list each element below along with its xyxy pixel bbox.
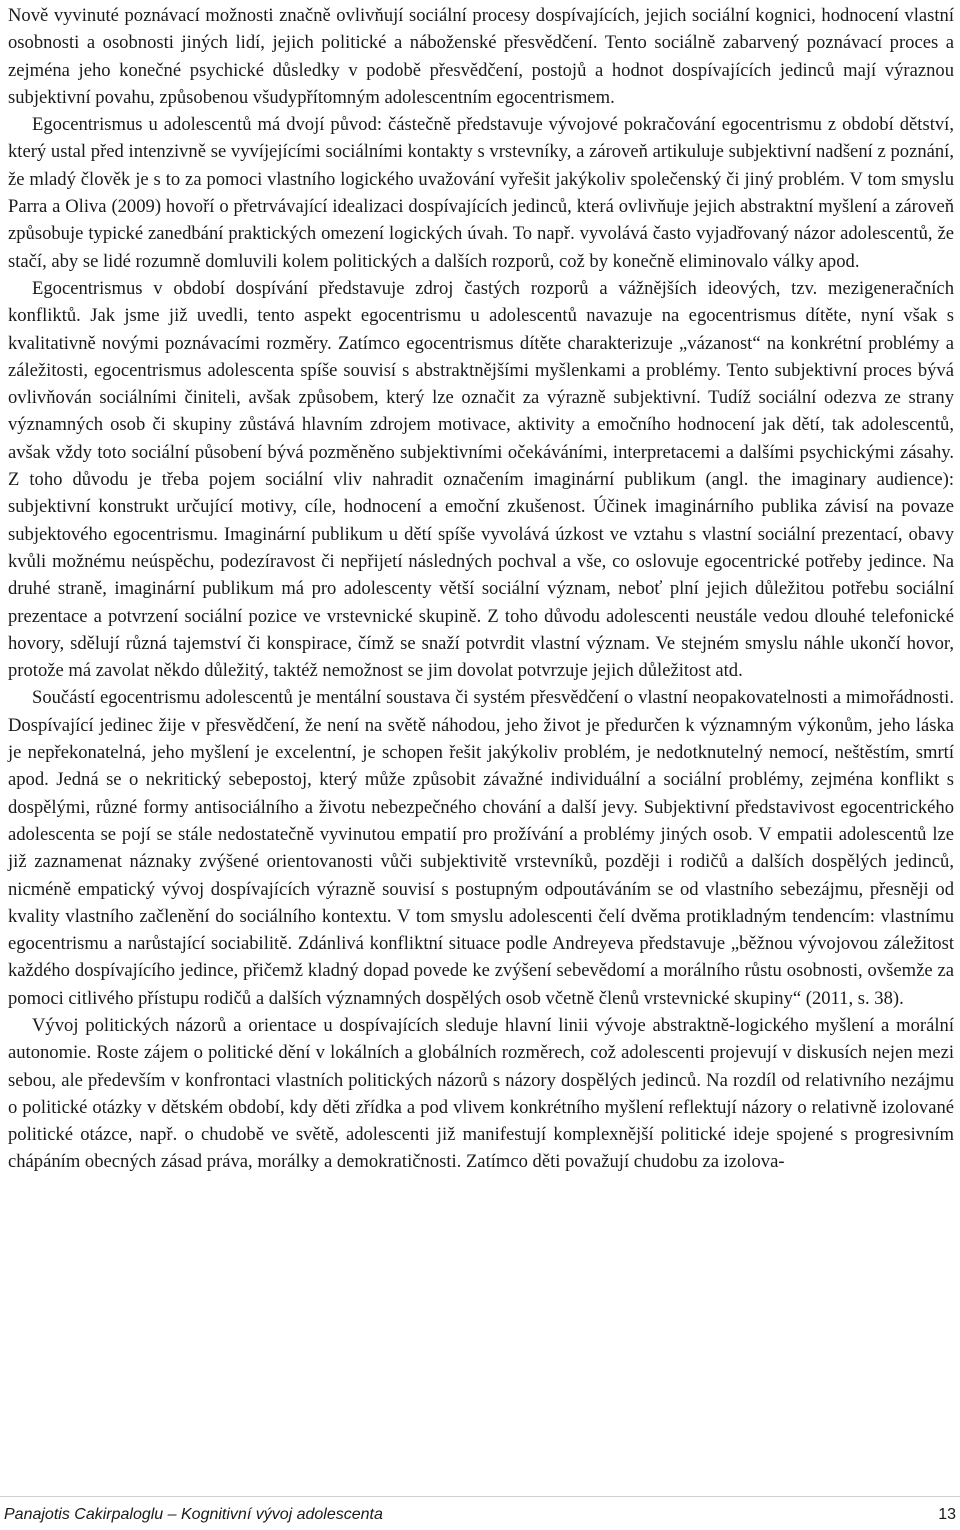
paragraph-4: Součástí egocentrismu adolescentů je mentální soustava či systém přesvědčení o vlastní neopakovatelnosti a mimořádnosti. Dospívající jedinec žije v přesvědčení, že není na světě náhodou, jeho život je předurčen k významným výkonům, jeho láska je nepřekonatelná, jeho myšlení je excelentní, je schopen řešit jakýkoliv problém, je nedotknutelný nemocí, neštěstím, smrtí apod. Jedná se o nekritický sebepostoj, který může způsobit závažné individuální a sociální problémy, zejména konflikt s dospělými, různé formy antisociálního a životu nebezpečného chování a další jevy. Subjektivní představivost egocentrického adolescenta se pojí se stále nedostatečně vyvinutou empatií pro prožívání a problémy jiných osob. V empatii adolescentů lze již zaznamenat náznaky zvýšené orientovanosti vůči subjektivitě vrstevníků, později i rodičů a dalších dospělých jedinců, nicméně empatický vývoj dospívajících výrazně souvisí s postupným odpoutáváním se od vlastního sebezájmu, přesněji od kvality vlastního začlenění do sociálního kontextu. V tom smyslu adolescenti čelí dvěma protikladným tendencím: vlastnímu egocentrismu a narůstající sociabilitě. Zdánlivá konfliktní situace podle Andreyeva představuje „běžnou vývojovou záležitost každého dospívajícího jedince, přičemž kladný dopad povede ke zvýšení sebevědomí a morálního růstu osobnosti, ovšemže za pomoci citlivého přístupu rodičů a dalších významných dospělých osob včetně členů vrstevnické skupiny“ (2011, s. 38).: [8, 687, 954, 1009]
page-body: [8, 2, 954, 1176]
paragraph-3: Egocentrismus v období dospívání představuje zdroj častých rozporů a vážnějších ideových, tzv. mezigeneračních konfliktů. Jak jsme již uvedli, tento aspekt egocentrismu u adolescentů navazuje na egocentrismus dítěte, nyní však s kvalitativně novými poznávacími rozměry. Zatímco egocentrismus dítěte charakterizuje „vázanost“ na konkrétní problémy a záležitosti, egocentrismus adolescenta spíše souvisí s abstraktnějšími myšlenkami a problémy. Tento subjektivní proces bývá ovlivňován sociálními činiteli, avšak způsobem, který lze označit za výrazně subjektivní. Tudíž sociální odezva ze strany významných osob či skupiny zůstává hlavním zdrojem motivace, aktivity a emočního hodnocení jak dětí, tak adolescentů, avšak vždy toto sociální působení bývá pozměněno subjektivními očekáváními, interpretacemi a dalšími psychickými zásahy. Z toho důvodu je třeba pojem sociální vliv nahradit označením imaginární publikum (angl. the imaginary audience): subjektivní konstrukt určující motivy, cíle, hodnocení a emoční zkušenost. Účinek imaginárního publika závisí na povaze subjektového egocentrismu. Imaginární publikum u dětí spíše vyvolává úzkost ve vztahu s vlastní sociální prezentací, obavy kvůli možnému neúspěchu, podezíravost či nepřijetí následných pochval a vše, co oslovuje egocentrické potřeby jedince. Na druhé straně, imaginární publikum má pro adolescenty větší sociální význam, neboť plní jejich důležitou potřebu sociální prezentace a potvrzení sociální pozice ve vrstevnické skupině. Z toho důvodu adolescenti neustále vedou dlouhé telefonické hovory, sdělují různá tajemství či konspirace, čímž se snaží potvrdit vlastní význam. Ve stejném smyslu náhle ukončí hovor, protože má zavolat někdo důležitý, taktéž nemožnost se jim dovolat potvrzuje jejich důležitost atd.: [8, 277, 954, 682]
running-title: Panajotis Cakirpaloglu – Kognitivní vývoj adolescenta: [4, 1506, 383, 1523]
page-footer: [0, 1496, 960, 1526]
paragraph-5: Vývoj politických názorů a orientace u dospívajících sleduje hlavní linii vývoje abstraktně-logického myšlení a morální autonomie. Roste zájem o politické dění v lokálních a globálních rozměrech, což adolescenti projevují v diskusích nejen mezi sebou, ale především v konfrontaci vlastních politických názorů s názory dospělých jedinců. Na rozdíl od relativního nezájmu o politické otázky v dětském období, kdy děti zřídka a pod vlivem konkrétního myšlení reflektují názory o relativně izolované politické otázce, např. o chudobě ve světě, adolescenti již manifestují komplexnější politické ideje spojené s progresivním chápáním obecných zásad práva, morálky a demokratičnosti. Zatímco děti považují chudobu za izolova-: [8, 1014, 954, 1173]
paragraph-1: Nově vyvinuté poznávací možnosti značně ovlivňují sociální procesy dospívajících, jejich sociální kognici, hodnocení vlastní osobnosti a osobnosti jiných lidí, jejich politické a náboženské přesvědčení. Tento sociálně zabarvený poznávací proces a zejména jeho konečné psychické důsledky v podobě přesvědčení, postojů a hodnot dospívajících jedinců mají výraznou subjektivní povahu, způsobenou všudypřítomným adolescentním egocentrismem.: [8, 5, 954, 108]
footer-divider: [0, 1496, 960, 1497]
page-number: 13: [938, 1506, 956, 1523]
paragraph-2: Egocentrismus u adolescentů má dvojí původ: částečně představuje vývojové pokračování egocentrismu z období dětství, který ustal před intenzivně se vyvíjejícími sociálními kontakty s vrstevníky, a zároveň artikuluje subjektivní nadšení z poznání, že mladý člověk je s to za pomoci vlastního logického uvažování vyřešit jakýkoliv společenský či jiný problém. V tom smyslu Parra a Oliva (2009) hovoří o přetrvávající idealizaci dospívajících jedinců, která ovlivňuje jejich abstraktní myšlení a zároveň způsobuje typické zanedbání praktických omezení logických úvah. To např. vyvolává často vyjadřovaný názor adolescentů, že stačí, aby se lidé rozumně domluvili kolem politických a dalších rozporů, což by konečně eliminovalo války apod.: [8, 114, 954, 272]
